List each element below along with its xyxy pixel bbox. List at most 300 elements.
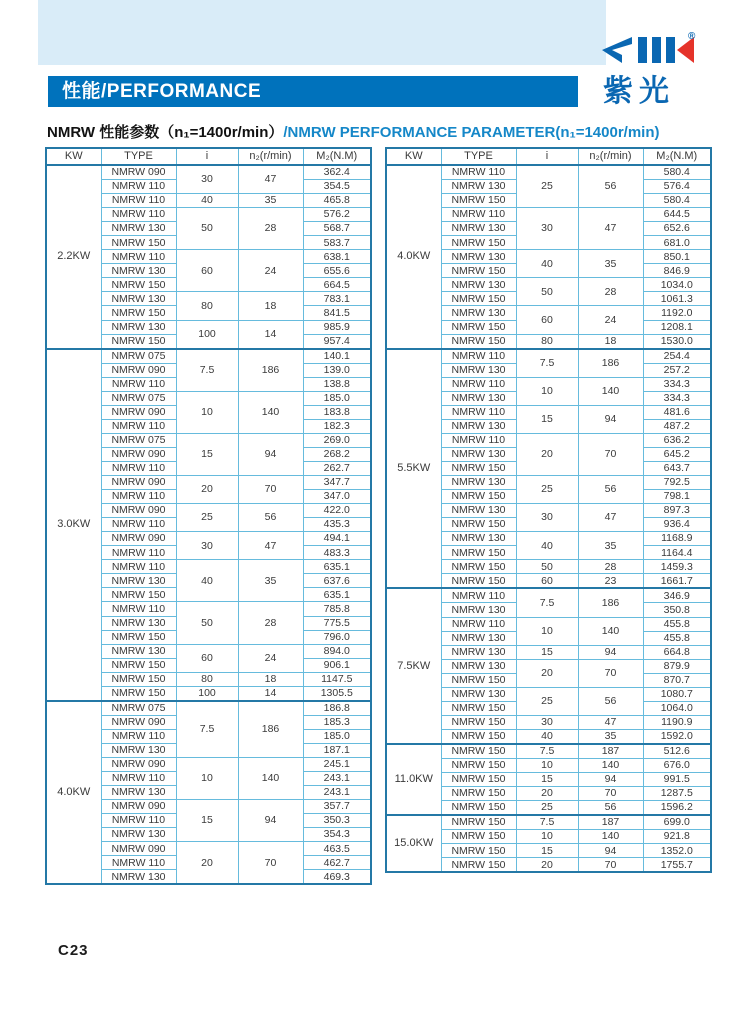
torque-cell: 481.6: [643, 405, 711, 419]
output-speed-cell: 186: [238, 349, 303, 392]
torque-cell: 257.2: [643, 363, 711, 377]
torque-cell: 357.7: [303, 800, 371, 814]
torque-cell: 186.8: [303, 701, 371, 716]
torque-cell: 681.0: [643, 236, 711, 250]
ratio-cell: 80: [516, 334, 578, 349]
output-speed-cell: 94: [238, 433, 303, 475]
type-cell: NMRW 150: [441, 518, 516, 532]
type-cell: NMRW 110: [441, 165, 516, 180]
type-cell: NMRW 150: [101, 278, 176, 292]
output-speed-cell: 47: [238, 165, 303, 194]
torque-cell: 699.0: [643, 815, 711, 830]
ratio-cell: 7.5: [516, 349, 578, 378]
output-speed-cell: 24: [578, 306, 643, 334]
type-cell: NMRW 110: [101, 490, 176, 504]
torque-cell: 1305.5: [303, 686, 371, 701]
page-title-en: /NMRW PERFORMANCE PARAMETER(n₁=1400r/min): [283, 124, 660, 141]
output-speed-cell: 94: [578, 405, 643, 433]
brand-name: 紫光: [603, 75, 675, 108]
output-speed-cell: 70: [238, 476, 303, 504]
ratio-cell: 40: [516, 729, 578, 744]
torque-cell: 850.1: [643, 250, 711, 264]
output-speed-cell: 23: [578, 574, 643, 589]
ratio-cell: 60: [516, 306, 578, 334]
torque-cell: 347.7: [303, 476, 371, 490]
ratio-cell: 20: [516, 787, 578, 801]
type-cell: NMRW 130: [441, 631, 516, 645]
type-cell: NMRW 150: [441, 292, 516, 306]
torque-cell: 635.1: [303, 560, 371, 574]
type-cell: NMRW 150: [441, 673, 516, 687]
type-cell: NMRW 130: [441, 222, 516, 236]
type-cell: NMRW 150: [441, 858, 516, 873]
torque-cell: 463.5: [303, 842, 371, 856]
type-cell: NMRW 150: [101, 630, 176, 644]
column-header: TYPE: [101, 148, 176, 165]
header-row: [46, 148, 371, 165]
torque-cell: 346.9: [643, 588, 711, 603]
torque-cell: 243.1: [303, 786, 371, 800]
torque-cell: 1530.0: [643, 334, 711, 349]
ratio-cell: 25: [516, 801, 578, 816]
torque-cell: 462.7: [303, 856, 371, 870]
header-row: [386, 148, 711, 165]
torque-cell: 652.6: [643, 222, 711, 236]
torque-cell: 268.2: [303, 447, 371, 461]
torque-cell: 185.3: [303, 715, 371, 729]
torque-cell: 334.3: [643, 377, 711, 391]
torque-cell: 187.1: [303, 743, 371, 757]
output-speed-cell: 18: [578, 334, 643, 349]
type-cell: NMRW 150: [101, 306, 176, 320]
kw-cell: 3.0KW: [46, 349, 101, 701]
torque-cell: 435.3: [303, 518, 371, 532]
torque-cell: 512.6: [643, 744, 711, 759]
output-speed-cell: 70: [578, 433, 643, 475]
ratio-cell: 25: [516, 687, 578, 715]
type-cell: NMRW 130: [441, 278, 516, 292]
ratio-cell: 100: [176, 320, 238, 349]
type-cell: NMRW 110: [101, 419, 176, 433]
type-cell: NMRW 130: [441, 645, 516, 659]
ratio-cell: 60: [176, 644, 238, 672]
type-cell: NMRW 150: [441, 744, 516, 759]
type-cell: NMRW 150: [441, 758, 516, 772]
ratio-cell: 15: [516, 405, 578, 433]
ratio-cell: 60: [176, 250, 238, 292]
ratio-cell: 10: [176, 391, 238, 433]
type-cell: NMRW 150: [441, 560, 516, 574]
torque-cell: 185.0: [303, 729, 371, 743]
type-cell: NMRW 130: [441, 659, 516, 673]
torque-cell: 1061.3: [643, 292, 711, 306]
type-cell: NMRW 150: [441, 801, 516, 816]
output-speed-cell: 140: [238, 391, 303, 433]
torque-cell: 798.1: [643, 490, 711, 504]
torque-cell: 957.4: [303, 334, 371, 349]
output-speed-cell: 187: [578, 815, 643, 830]
type-cell: NMRW 150: [441, 320, 516, 334]
type-cell: NMRW 150: [441, 844, 516, 858]
type-cell: NMRW 150: [101, 334, 176, 349]
type-cell: NMRW 150: [441, 194, 516, 208]
type-cell: NMRW 090: [101, 363, 176, 377]
type-cell: NMRW 090: [101, 757, 176, 771]
type-cell: NMRW 090: [101, 165, 176, 180]
torque-cell: 796.0: [303, 630, 371, 644]
kw-cell: 4.0KW: [386, 165, 441, 349]
torque-cell: 664.8: [643, 645, 711, 659]
type-cell: NMRW 150: [441, 334, 516, 349]
torque-cell: 1661.7: [643, 574, 711, 589]
type-cell: NMRW 090: [101, 800, 176, 814]
torque-cell: 676.0: [643, 758, 711, 772]
performance-table-right: [385, 147, 712, 873]
torque-cell: 785.8: [303, 602, 371, 616]
type-cell: NMRW 110: [101, 208, 176, 222]
type-cell: NMRW 110: [101, 180, 176, 194]
column-header: i: [176, 148, 238, 165]
ratio-cell: 20: [176, 842, 238, 885]
ratio-cell: 40: [176, 560, 238, 602]
torque-cell: 465.8: [303, 194, 371, 208]
type-cell: NMRW 075: [101, 349, 176, 364]
type-cell: NMRW 130: [101, 264, 176, 278]
type-cell: NMRW 110: [441, 208, 516, 222]
torque-cell: 897.3: [643, 504, 711, 518]
ratio-cell: 50: [176, 208, 238, 250]
output-speed-cell: 94: [578, 844, 643, 858]
table-row: [46, 701, 371, 716]
type-cell: NMRW 075: [101, 391, 176, 405]
type-cell: NMRW 110: [101, 250, 176, 264]
torque-cell: 1080.7: [643, 687, 711, 701]
type-cell: NMRW 150: [441, 701, 516, 715]
type-cell: NMRW 110: [101, 194, 176, 208]
type-cell: NMRW 130: [441, 419, 516, 433]
column-header: M₂(N.M): [303, 148, 371, 165]
type-cell: NMRW 110: [441, 617, 516, 631]
torque-cell: 655.6: [303, 264, 371, 278]
page-title: [47, 121, 660, 142]
table-row: [386, 349, 711, 364]
type-cell: NMRW 150: [101, 588, 176, 602]
type-cell: NMRW 130: [441, 250, 516, 264]
zik-logo-icon: [598, 37, 718, 67]
type-cell: NMRW 075: [101, 433, 176, 447]
output-speed-cell: 70: [578, 659, 643, 687]
ratio-cell: 40: [516, 532, 578, 560]
type-cell: NMRW 150: [101, 236, 176, 250]
torque-cell: 140.1: [303, 349, 371, 364]
type-cell: NMRW 130: [441, 391, 516, 405]
kw-cell: 11.0KW: [386, 744, 441, 815]
ratio-cell: 20: [176, 476, 238, 504]
torque-cell: 182.3: [303, 419, 371, 433]
type-cell: NMRW 110: [441, 588, 516, 603]
type-cell: NMRW 150: [441, 815, 516, 830]
output-speed-cell: 56: [238, 504, 303, 532]
type-cell: NMRW 130: [101, 828, 176, 842]
ratio-cell: 30: [516, 715, 578, 729]
ratio-cell: 50: [516, 560, 578, 574]
column-header: KW: [46, 148, 101, 165]
torque-cell: 243.1: [303, 772, 371, 786]
kw-cell: 5.5KW: [386, 349, 441, 589]
kw-cell: 4.0KW: [46, 701, 101, 885]
torque-cell: 245.1: [303, 757, 371, 771]
page-number: C23: [58, 942, 89, 959]
ratio-cell: 25: [176, 504, 238, 532]
torque-cell: 455.8: [643, 617, 711, 631]
torque-cell: 354.5: [303, 180, 371, 194]
type-cell: NMRW 130: [441, 363, 516, 377]
ratio-cell: 30: [516, 208, 578, 250]
ratio-cell: 80: [176, 672, 238, 686]
type-cell: NMRW 090: [101, 532, 176, 546]
torque-cell: 664.5: [303, 278, 371, 292]
type-cell: NMRW 130: [101, 870, 176, 885]
torque-cell: 635.1: [303, 588, 371, 602]
torque-cell: 775.5: [303, 616, 371, 630]
output-speed-cell: 35: [238, 560, 303, 602]
output-speed-cell: 24: [238, 644, 303, 672]
torque-cell: 985.9: [303, 320, 371, 334]
torque-cell: 637.6: [303, 574, 371, 588]
kw-cell: 2.2KW: [46, 165, 101, 349]
torque-cell: 1168.9: [643, 532, 711, 546]
output-speed-cell: 140: [578, 830, 643, 844]
ratio-cell: 7.5: [516, 588, 578, 617]
torque-cell: 1147.5: [303, 672, 371, 686]
torque-cell: 870.7: [643, 673, 711, 687]
type-cell: NMRW 110: [101, 729, 176, 743]
torque-cell: 183.8: [303, 405, 371, 419]
output-speed-cell: 94: [578, 773, 643, 787]
ratio-cell: 7.5: [176, 701, 238, 758]
kw-cell: 7.5KW: [386, 588, 441, 744]
output-speed-cell: 70: [238, 842, 303, 885]
output-speed-cell: 28: [578, 278, 643, 306]
torque-cell: 362.4: [303, 165, 371, 180]
type-cell: NMRW 150: [441, 546, 516, 560]
torque-cell: 354.3: [303, 828, 371, 842]
output-speed-cell: 24: [238, 250, 303, 292]
column-header: M₂(N.M): [643, 148, 711, 165]
type-cell: NMRW 130: [441, 447, 516, 461]
output-speed-cell: 94: [578, 645, 643, 659]
torque-cell: 487.2: [643, 419, 711, 433]
table-row: [46, 165, 371, 180]
torque-cell: 580.4: [643, 194, 711, 208]
section-banner: 性能/PERFORMANCE: [48, 76, 578, 107]
ratio-cell: 50: [516, 278, 578, 306]
type-cell: NMRW 130: [441, 532, 516, 546]
torque-cell: 262.7: [303, 461, 371, 475]
ratio-cell: 80: [176, 292, 238, 320]
ratio-cell: 30: [176, 165, 238, 194]
torque-cell: 1190.9: [643, 715, 711, 729]
type-cell: NMRW 110: [441, 405, 516, 419]
ratio-cell: 50: [176, 602, 238, 644]
output-speed-cell: 186: [238, 701, 303, 758]
torque-cell: 792.5: [643, 476, 711, 490]
torque-cell: 638.1: [303, 250, 371, 264]
torque-cell: 921.8: [643, 830, 711, 844]
type-cell: NMRW 090: [101, 447, 176, 461]
output-speed-cell: 47: [578, 715, 643, 729]
type-cell: NMRW 110: [101, 377, 176, 391]
table-row: [386, 744, 711, 759]
output-speed-cell: 47: [238, 532, 303, 560]
type-cell: NMRW 110: [101, 814, 176, 828]
output-speed-cell: 70: [578, 858, 643, 873]
type-cell: NMRW 090: [101, 405, 176, 419]
type-cell: NMRW 150: [441, 715, 516, 729]
torque-cell: 636.2: [643, 433, 711, 447]
torque-cell: 783.1: [303, 292, 371, 306]
ratio-cell: 15: [516, 645, 578, 659]
type-cell: NMRW 110: [101, 546, 176, 560]
ratio-cell: 40: [516, 250, 578, 278]
column-header: n₂(r/min): [238, 148, 303, 165]
ratio-cell: 60: [516, 574, 578, 589]
column-header: n₂(r/min): [578, 148, 643, 165]
performance-table-left: [45, 147, 372, 885]
type-cell: NMRW 110: [441, 433, 516, 447]
type-cell: NMRW 110: [441, 349, 516, 364]
type-cell: NMRW 110: [101, 518, 176, 532]
torque-cell: 254.4: [643, 349, 711, 364]
type-cell: NMRW 130: [101, 743, 176, 757]
ratio-cell: 15: [516, 844, 578, 858]
output-speed-cell: 28: [238, 208, 303, 250]
type-cell: NMRW 110: [101, 602, 176, 616]
torque-cell: 1208.1: [643, 320, 711, 334]
table-row: [46, 349, 371, 364]
torque-cell: 580.4: [643, 165, 711, 180]
type-cell: NMRW 130: [101, 574, 176, 588]
output-speed-cell: 56: [578, 165, 643, 208]
torque-cell: 1287.5: [643, 787, 711, 801]
output-speed-cell: 56: [578, 801, 643, 816]
torque-cell: 1064.0: [643, 701, 711, 715]
torque-cell: 455.8: [643, 631, 711, 645]
torque-cell: 1192.0: [643, 306, 711, 320]
type-cell: NMRW 110: [441, 377, 516, 391]
torque-cell: 644.5: [643, 208, 711, 222]
torque-cell: 334.3: [643, 391, 711, 405]
type-cell: NMRW 090: [101, 842, 176, 856]
output-speed-cell: 47: [578, 504, 643, 532]
table-row: [386, 815, 711, 830]
output-speed-cell: 35: [578, 729, 643, 744]
ratio-cell: 30: [176, 532, 238, 560]
torque-cell: 906.1: [303, 658, 371, 672]
type-cell: NMRW 150: [441, 773, 516, 787]
torque-cell: 1596.2: [643, 801, 711, 816]
ratio-cell: 15: [516, 773, 578, 787]
ratio-cell: 10: [516, 377, 578, 405]
type-cell: NMRW 150: [441, 490, 516, 504]
output-speed-cell: 140: [578, 377, 643, 405]
output-speed-cell: 35: [578, 250, 643, 278]
torque-cell: 568.7: [303, 222, 371, 236]
ratio-cell: 20: [516, 433, 578, 475]
output-speed-cell: 18: [238, 672, 303, 686]
output-speed-cell: 56: [578, 687, 643, 715]
type-cell: NMRW 130: [441, 306, 516, 320]
torque-cell: 846.9: [643, 264, 711, 278]
type-cell: NMRW 150: [441, 787, 516, 801]
torque-cell: 422.0: [303, 504, 371, 518]
output-speed-cell: 28: [578, 560, 643, 574]
output-speed-cell: 187: [578, 744, 643, 759]
torque-cell: 576.4: [643, 180, 711, 194]
output-speed-cell: 140: [578, 758, 643, 772]
type-cell: NMRW 090: [101, 504, 176, 518]
type-cell: NMRW 130: [441, 180, 516, 194]
output-speed-cell: 35: [238, 194, 303, 208]
ratio-cell: 7.5: [516, 744, 578, 759]
ratio-cell: 20: [516, 858, 578, 873]
torque-cell: 991.5: [643, 773, 711, 787]
ratio-cell: 10: [176, 757, 238, 799]
type-cell: NMRW 130: [101, 222, 176, 236]
table-row: [386, 165, 711, 180]
ratio-cell: 100: [176, 686, 238, 701]
torque-cell: 841.5: [303, 306, 371, 320]
type-cell: NMRW 150: [441, 461, 516, 475]
torque-cell: 643.7: [643, 461, 711, 475]
torque-cell: 347.0: [303, 490, 371, 504]
ratio-cell: 20: [516, 659, 578, 687]
torque-cell: 879.9: [643, 659, 711, 673]
torque-cell: 576.2: [303, 208, 371, 222]
column-header: KW: [386, 148, 441, 165]
output-speed-cell: 18: [238, 292, 303, 320]
page-title-cn: NMRW 性能参数（n₁=1400r/min）: [47, 124, 284, 141]
ratio-cell: 15: [176, 800, 238, 842]
type-cell: NMRW 130: [441, 603, 516, 617]
type-cell: NMRW 090: [101, 476, 176, 490]
ratio-cell: 25: [516, 476, 578, 504]
torque-cell: 269.0: [303, 433, 371, 447]
ratio-cell: 25: [516, 165, 578, 208]
type-cell: NMRW 150: [441, 236, 516, 250]
ratio-cell: 15: [176, 433, 238, 475]
output-speed-cell: 14: [238, 320, 303, 349]
type-cell: NMRW 130: [441, 476, 516, 490]
output-speed-cell: 140: [238, 757, 303, 799]
type-cell: NMRW 090: [101, 715, 176, 729]
type-cell: NMRW 150: [441, 729, 516, 744]
type-cell: NMRW 130: [101, 786, 176, 800]
output-speed-cell: 47: [578, 208, 643, 250]
torque-cell: 1164.4: [643, 546, 711, 560]
output-speed-cell: 140: [578, 617, 643, 645]
torque-cell: 494.1: [303, 532, 371, 546]
type-cell: NMRW 150: [441, 574, 516, 589]
torque-cell: 645.2: [643, 447, 711, 461]
type-cell: NMRW 130: [441, 504, 516, 518]
ratio-cell: 10: [516, 617, 578, 645]
torque-cell: 139.0: [303, 363, 371, 377]
torque-cell: 350.3: [303, 814, 371, 828]
type-cell: NMRW 150: [441, 830, 516, 844]
table-row: [386, 588, 711, 603]
type-cell: NMRW 150: [441, 264, 516, 278]
